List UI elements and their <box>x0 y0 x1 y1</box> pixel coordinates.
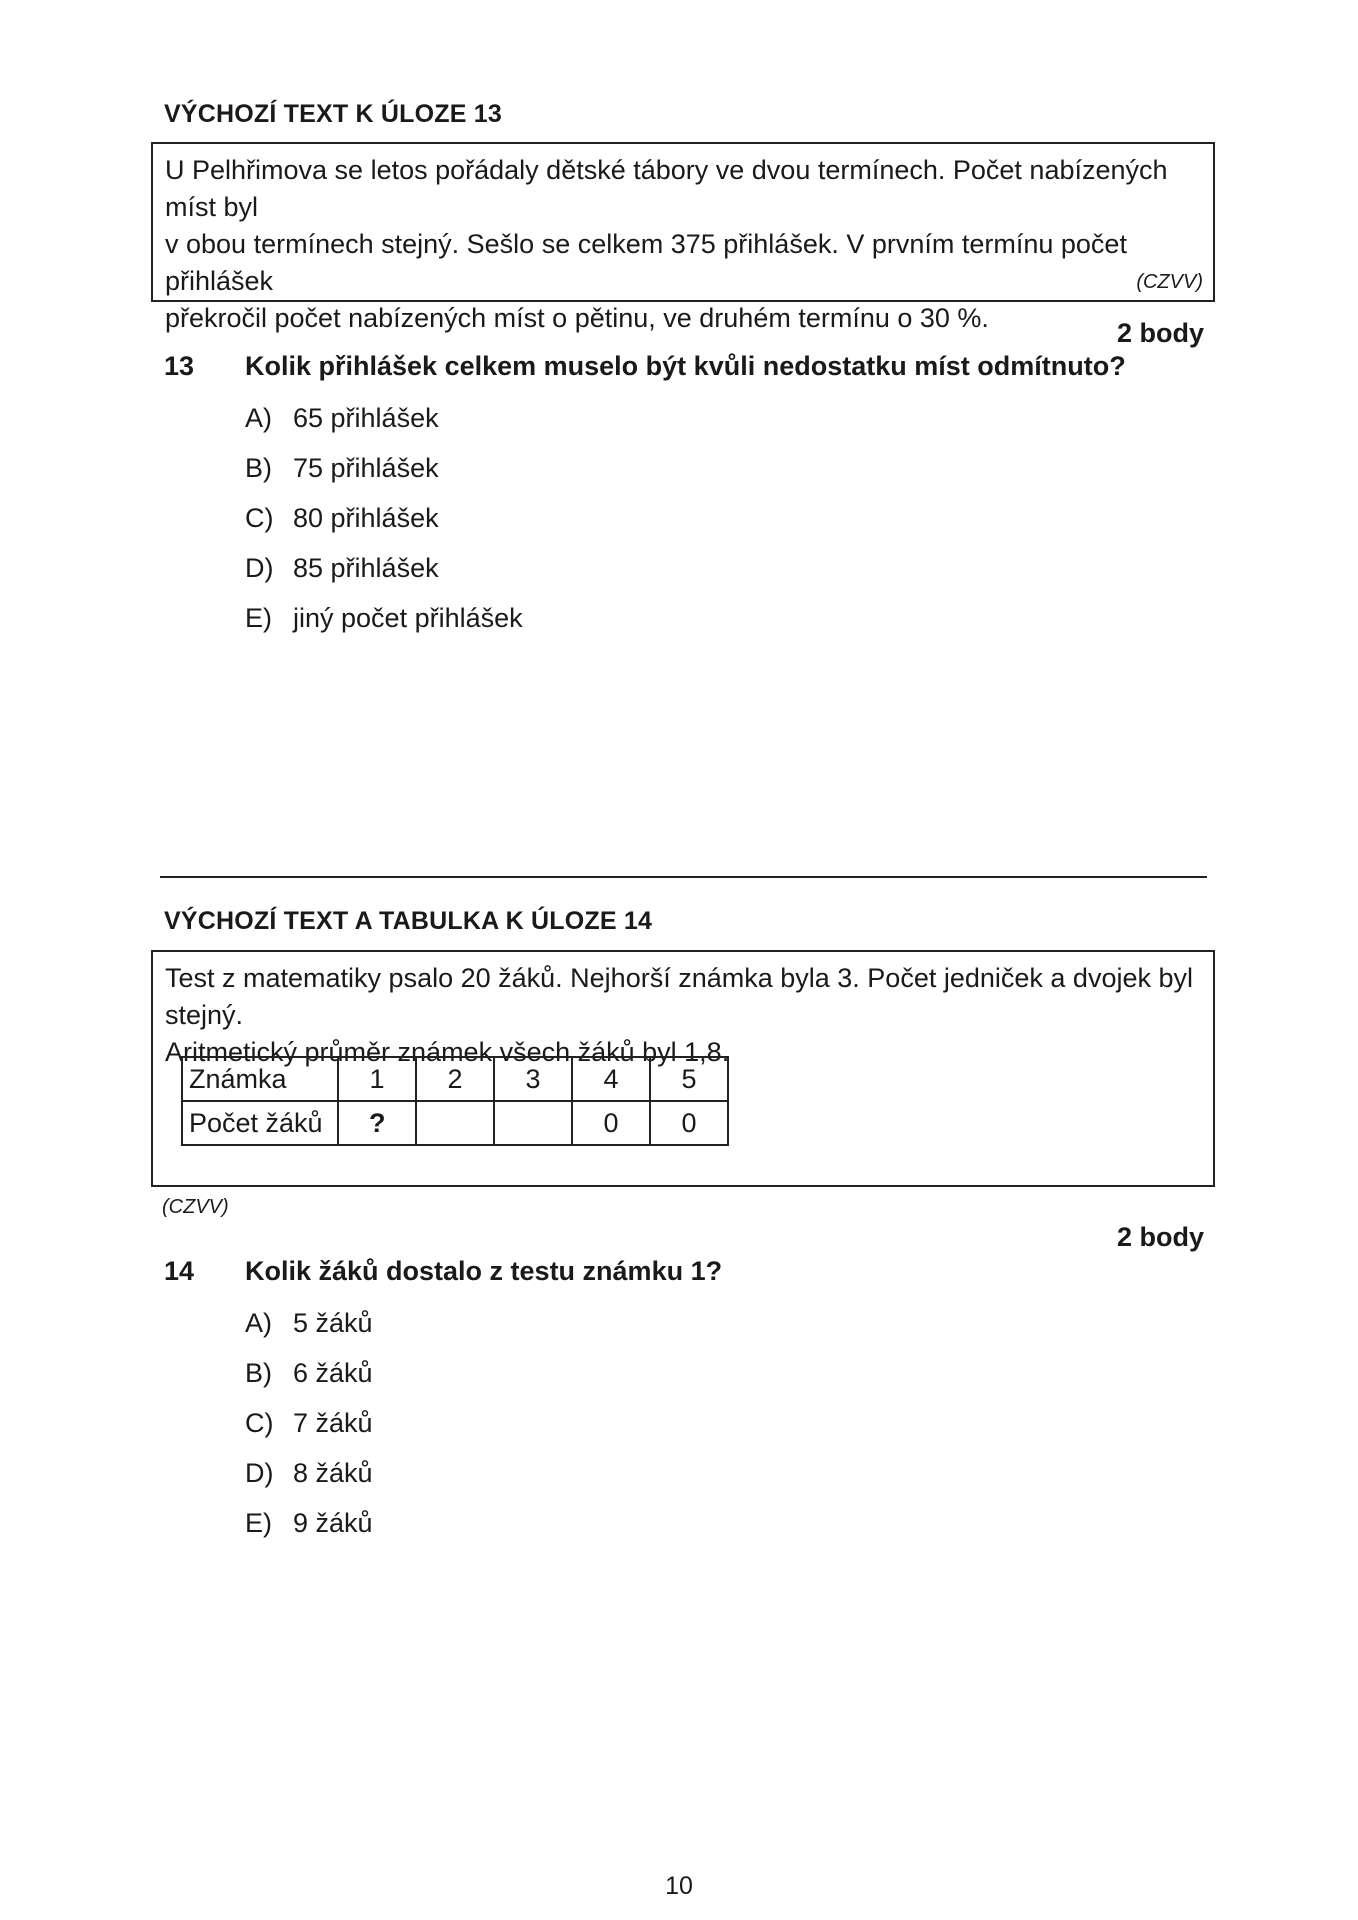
option-letter: E) <box>245 1507 272 1538</box>
task14-option-d[interactable] <box>245 1448 373 1498</box>
task14-heading: VÝCHOZÍ TEXT A TABULKA K ÚLOZE 14 <box>164 907 653 935</box>
option-letter: E) <box>245 602 272 633</box>
task13-option-e[interactable] <box>245 593 523 643</box>
page-number: 10 <box>665 1872 693 1900</box>
option-text: 5 žáků <box>293 1307 373 1338</box>
task14-source: (CZVV) <box>162 1196 229 1218</box>
table-row-label: Známka <box>182 1057 338 1101</box>
task14-text-box <box>151 950 1215 1187</box>
task14-question: Kolik žáků dostalo z testu známku 1? <box>245 1256 723 1286</box>
task13-number: 13 <box>164 351 195 381</box>
task14-number: 14 <box>164 1256 195 1286</box>
table-cell: 4 <box>572 1057 650 1101</box>
task14-text-line: Test z matematiky psalo 20 žáků. Nejhorší známka byla 3. Počet jedniček a dvojek byl stejný. <box>165 963 1193 1030</box>
table-row-label: Počet žáků <box>182 1101 338 1145</box>
task13-option-d[interactable] <box>245 543 523 593</box>
task13-text-line: překročil počet nabízených míst o pětinu, ve druhém termínu o 30 %. <box>165 303 989 333</box>
option-letter: A) <box>245 402 272 433</box>
table-cell: 2 <box>416 1057 494 1101</box>
option-text: 75 přihlášek <box>293 452 439 483</box>
task13-text <box>165 152 1210 337</box>
table-row <box>182 1057 728 1101</box>
task13-source: (CZVV) <box>1136 271 1203 293</box>
table-cell: 0 <box>650 1101 728 1145</box>
task14-points: 2 body <box>1116 1222 1204 1252</box>
option-letter: A) <box>245 1307 272 1338</box>
option-text: 85 přihlášek <box>293 552 439 583</box>
task14-text-line: Aritmetický průměr známek všech žáků byl 1,8. <box>165 1037 730 1067</box>
option-letter: C) <box>245 1407 274 1438</box>
table-row <box>182 1101 728 1145</box>
option-letter: C) <box>245 502 274 533</box>
task13-option-a[interactable] <box>245 393 523 443</box>
table-cell <box>494 1101 572 1145</box>
table-cell: 1 <box>338 1057 416 1101</box>
task13-question: Kolik přihlášek celkem muselo být kvůli nedostatku míst odmítnuto? <box>245 351 1126 381</box>
task14-option-a[interactable] <box>245 1298 373 1348</box>
task13-options <box>245 393 523 643</box>
table-cell: 5 <box>650 1057 728 1101</box>
task13-points: 2 body <box>1116 318 1204 348</box>
table-cell: ? <box>338 1101 416 1145</box>
task14-option-b[interactable] <box>245 1348 373 1398</box>
option-text: 80 přihlášek <box>293 502 439 533</box>
option-letter: B) <box>245 1357 272 1388</box>
option-letter: D) <box>245 1457 274 1488</box>
task14-options <box>245 1298 373 1548</box>
task13-text-line: U Pelhřimova se letos pořádaly dětské tábory ve dvou termínech. Počet nabízených míst byl <box>165 155 1168 222</box>
option-text: 8 žáků <box>293 1457 373 1488</box>
option-letter: B) <box>245 452 272 483</box>
option-text: 9 žáků <box>293 1507 373 1538</box>
task14-option-e[interactable] <box>245 1498 373 1548</box>
task13-text-line: v obou termínech stejný. Sešlo se celkem 375 přihlášek. V prvním termínu počet přihlášek <box>165 229 1127 296</box>
task13-option-c[interactable] <box>245 493 523 543</box>
option-text: 7 žáků <box>293 1407 373 1438</box>
option-text: 65 přihlášek <box>293 402 439 433</box>
option-text: jiný počet přihlášek <box>293 602 523 633</box>
task14-option-c[interactable] <box>245 1398 373 1448</box>
option-letter: D) <box>245 552 274 583</box>
task14-text <box>165 960 1210 1071</box>
task13-option-b[interactable] <box>245 443 523 493</box>
grades-table <box>181 1056 729 1146</box>
table-cell: 3 <box>494 1057 572 1101</box>
task13-heading: VÝCHOZÍ TEXT K ÚLOZE 13 <box>164 100 502 128</box>
table-cell: 0 <box>572 1101 650 1145</box>
option-text: 6 žáků <box>293 1357 373 1388</box>
table-cell <box>416 1101 494 1145</box>
section-divider <box>160 876 1207 878</box>
